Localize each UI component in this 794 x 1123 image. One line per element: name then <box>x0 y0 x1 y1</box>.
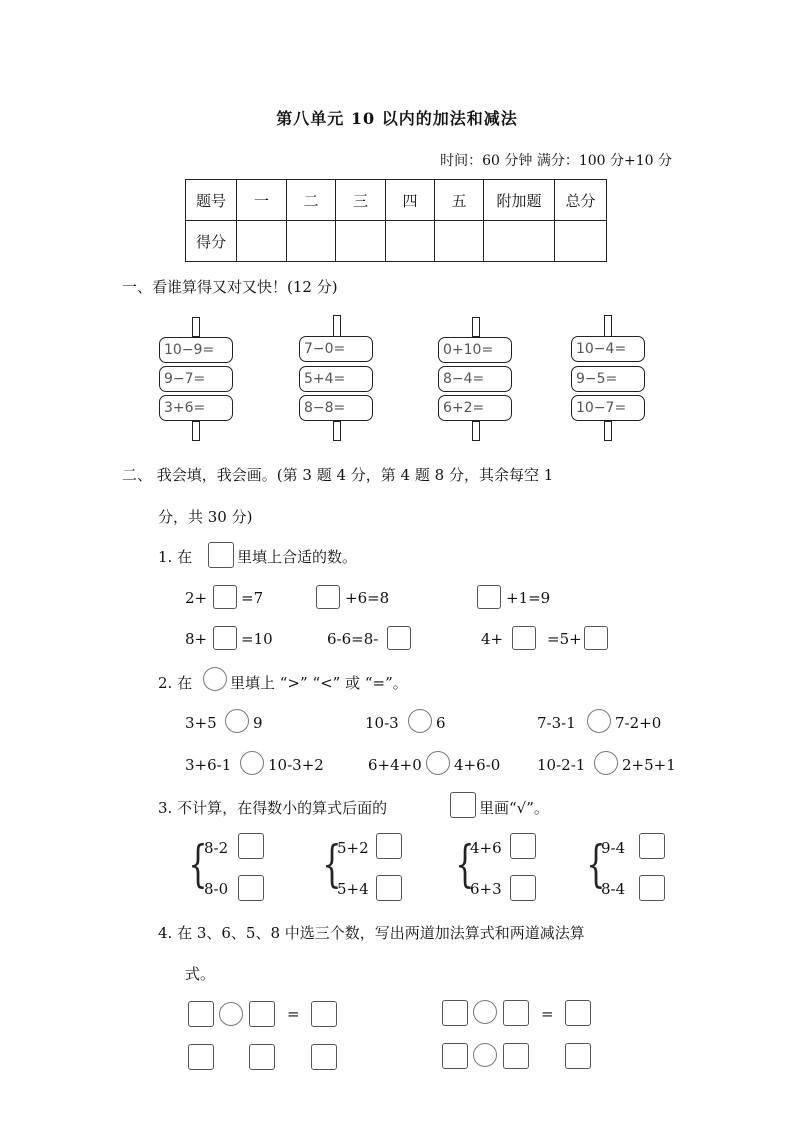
q2-r1-c2-right: 6 <box>436 714 446 732</box>
score-cell[interactable] <box>237 221 287 262</box>
abacus-rod-bottom <box>472 421 480 441</box>
q3-suffix: 里画“√”。 <box>479 799 549 817</box>
abacus-bead[interactable]: 9−7= <box>159 366 233 392</box>
q1-r2-c-mid: =5+ <box>547 630 582 648</box>
q2-r1-c3-right: 7-2+0 <box>615 714 662 732</box>
compare-circle[interactable] <box>240 751 264 775</box>
q1-r2-c-pre: 4+ <box>481 630 504 648</box>
q2-r1-c2-left: 10-3 <box>365 714 399 732</box>
q2-r1-c1-right: 9 <box>253 714 263 732</box>
abacus-bead[interactable]: 0+10= <box>438 337 512 363</box>
answer-box[interactable] <box>188 1001 214 1027</box>
abacus-rod-top <box>192 317 200 337</box>
answer-box[interactable] <box>387 626 411 650</box>
compare-circle[interactable] <box>594 751 618 775</box>
check-box[interactable] <box>238 833 264 859</box>
answer-box[interactable] <box>442 1043 468 1069</box>
answer-box[interactable] <box>503 1000 529 1026</box>
q1-r1-a-post: =7 <box>241 589 264 607</box>
abacus-rod-bottom <box>604 421 612 441</box>
q1-box-example <box>208 542 234 568</box>
time-and-score-info: 时间：60 分钟 满分：100 分+10 分 <box>440 153 672 169</box>
q2-r2-c2-left: 6+4+0 <box>368 756 422 774</box>
check-box[interactable] <box>510 875 536 901</box>
score-table <box>185 179 607 262</box>
brace-icon: { <box>188 835 208 893</box>
score-cell[interactable] <box>435 221 484 262</box>
header-cell: 题号 <box>186 180 237 221</box>
row-label: 得分 <box>186 221 237 262</box>
check-box[interactable] <box>376 833 402 859</box>
page-title: 第八单元 10 以内的加法和减法 <box>276 109 518 128</box>
abacus-rod-bottom <box>333 421 341 441</box>
check-box[interactable] <box>376 875 402 901</box>
abacus-bead[interactable]: 7−0= <box>299 336 373 362</box>
q1-r1-a-pre: 2+ <box>185 589 208 607</box>
header-cell: 四 <box>386 180 435 221</box>
q1-suffix: 里填上合适的数。 <box>237 548 358 566</box>
score-cell[interactable] <box>287 221 336 262</box>
q2-circle-example <box>203 667 227 691</box>
abacus-bead[interactable]: 10−4= <box>571 336 645 362</box>
score-cell[interactable] <box>336 221 386 262</box>
q2-r2-c2-right: 4+6-0 <box>454 756 501 774</box>
score-table-header-row <box>186 180 607 221</box>
abacus-rod-top <box>472 317 480 337</box>
abacus-bead[interactable]: 9−5= <box>571 366 645 392</box>
score-cell[interactable] <box>484 221 555 262</box>
answer-box[interactable] <box>503 1043 529 1069</box>
abacus-bead[interactable]: 8−8= <box>299 395 373 421</box>
abacus-bead[interactable]: 8−4= <box>438 366 512 392</box>
q2-r2-c3-right: 2+5+1 <box>622 756 676 774</box>
q1-r2-b-pre: 6-6=8- <box>327 630 379 648</box>
answer-box[interactable] <box>311 1001 337 1027</box>
q3-box-example <box>450 792 476 818</box>
q1-r2-a-pre: 8+ <box>185 630 208 648</box>
answer-box[interactable] <box>584 626 608 650</box>
abacus-rod-bottom <box>192 421 200 441</box>
score-table-score-row <box>186 221 607 262</box>
q2-r2-c1-right: 10-3+2 <box>268 756 324 774</box>
compare-circle[interactable] <box>587 709 611 733</box>
answer-box[interactable] <box>565 1000 591 1026</box>
section1-heading: 一、看谁算得又对又快！(12 分) <box>122 278 338 296</box>
check-box[interactable] <box>238 875 264 901</box>
q1-prefix: 1. 在 <box>158 548 193 566</box>
q1-r1-b-post: +6=8 <box>345 589 390 607</box>
header-cell: 二 <box>287 180 336 221</box>
answer-box[interactable] <box>442 1000 468 1026</box>
q1-r1-c-post: +1=9 <box>506 589 551 607</box>
brace-icon: { <box>586 835 606 893</box>
q4-line2: 式。 <box>185 965 216 983</box>
abacus-rod-top <box>333 315 341 337</box>
brace-icon: { <box>322 835 342 893</box>
header-cell: 三 <box>336 180 386 221</box>
q1-r2-a-post: =10 <box>241 630 273 648</box>
abacus-bead[interactable]: 3+6= <box>159 395 233 421</box>
check-box[interactable] <box>639 875 665 901</box>
abacus-bead[interactable]: 5+4= <box>299 366 373 392</box>
section2-heading-line1: 二、 我会填，我会画。(第 3 题 4 分，第 4 题 8 分，其余每空 1 <box>122 466 554 484</box>
q3-expr: 5+4 <box>337 880 369 898</box>
abacus-bead[interactable]: 10−7= <box>571 395 645 421</box>
answer-box[interactable] <box>249 1044 275 1070</box>
answer-box[interactable] <box>213 585 237 609</box>
header-cell: 一 <box>237 180 287 221</box>
compare-circle[interactable] <box>426 751 450 775</box>
equals-sign: = <box>287 1005 300 1023</box>
score-cell[interactable] <box>555 221 607 262</box>
answer-box[interactable] <box>316 585 340 609</box>
q2-suffix: 里填上 “>” “<” 或 “=”。 <box>230 674 408 692</box>
q2-r2-c3-left: 10-2-1 <box>537 756 586 774</box>
answer-box[interactable] <box>249 1001 275 1027</box>
q2-prefix: 2. 在 <box>158 674 193 692</box>
answer-box[interactable] <box>565 1043 591 1069</box>
q3-expr: 8-0 <box>204 880 229 898</box>
q3-expr: 8-4 <box>601 880 626 898</box>
q4-line1: 4. 在 3、6、5、8 中选三个数，写出两道加法算式和两道减法算 <box>158 924 585 942</box>
q2-r2-c1-left: 3+6-1 <box>185 756 232 774</box>
abacus-bead[interactable]: 6+2= <box>438 395 512 421</box>
check-box[interactable] <box>510 833 536 859</box>
q3-expr: 6+3 <box>470 880 502 898</box>
q3-expr: 8-2 <box>204 839 229 857</box>
abacus-bead[interactable]: 10−9= <box>159 337 233 363</box>
compare-circle[interactable] <box>408 709 432 733</box>
score-cell[interactable] <box>386 221 435 262</box>
answer-box[interactable] <box>477 585 501 609</box>
check-box[interactable] <box>639 833 665 859</box>
answer-box[interactable] <box>512 626 536 650</box>
operator-circle[interactable] <box>219 1002 243 1026</box>
q2-r1-c3-left: 7-3-1 <box>537 714 576 732</box>
header-cell: 附加题 <box>484 180 555 221</box>
answer-box[interactable] <box>188 1044 214 1070</box>
operator-circle[interactable] <box>473 1043 497 1067</box>
q2-r1-c1-left: 3+5 <box>185 714 217 732</box>
header-cell: 五 <box>435 180 484 221</box>
answer-box[interactable] <box>311 1044 337 1070</box>
section2-heading-line2: 分，共 30 分) <box>158 508 253 526</box>
header-cell: 总分 <box>555 180 607 221</box>
q3-expr: 4+6 <box>470 839 502 857</box>
brace-icon: { <box>455 835 475 893</box>
answer-box[interactable] <box>213 626 237 650</box>
operator-circle[interactable] <box>473 1000 497 1024</box>
abacus-rod-top <box>604 315 612 337</box>
compare-circle[interactable] <box>225 709 249 733</box>
q3-expr: 9-4 <box>601 839 626 857</box>
q3-expr: 5+2 <box>337 839 369 857</box>
q3-prefix: 3. 不计算，在得数小的算式后面的 <box>158 799 388 817</box>
equals-sign: = <box>541 1005 554 1023</box>
